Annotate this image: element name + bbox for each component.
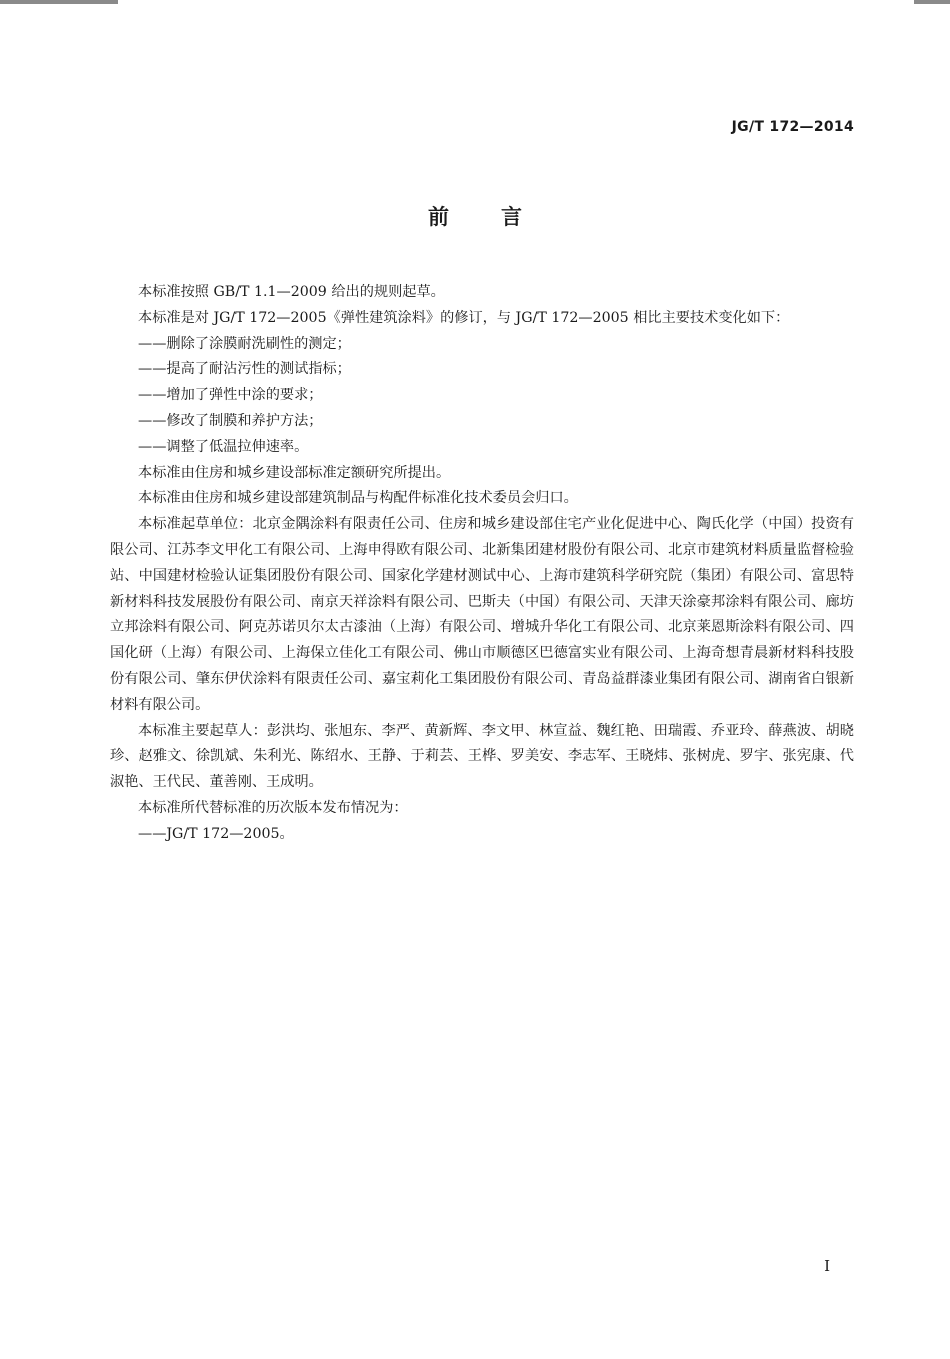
- paragraph-drafting-units: 本标准起草单位：北京金隅涂料有限责任公司、住房和城乡建设部住宅产业化促进中心、陶氏化学（中国）投资有限公司、江苏李文甲化工有限公司、上海申得欧有限公司、北新集团建材股份有限公司、北京市建筑材料质量监督检验站、中国建材检验认证集团股份有限公司、国家化学建材测试中心、上海市建筑科学研究院（集团）有限公司、富思特新材料科技发展股份有限公司、南京天祥涂料有限公司、巴斯夫（中国）有限公司、天津天涂豪邦涂料有限公司、廊坊立邦涂料有限公司、阿克苏诺贝尔太古漆油（上海）有限公司、增城升华化工有限公司、北京莱恩斯涂料有限公司、四国化研（上海）有限公司、上海保立佳化工有限公司、佛山市顺德区巴德富实业有限公司、上海奇想青晨新材料科技股份有限公司、肇东伊伏涂料有限责任公司、嘉宝莉化工集团股份有限公司、青岛益群漆业集团有限公司、湖南省白银新材料有限公司。: [110, 516, 854, 713]
- list-item-change-4: ——修改了制膜和养护方法；: [138, 412, 323, 429]
- scan-edge-mark-right: [914, 0, 950, 4]
- standard-code: JG/T 172—2014: [731, 119, 854, 135]
- list-item-change-2: ——提高了耐沾污性的测试指标；: [138, 361, 351, 378]
- foreword-body: [110, 280, 854, 848]
- page-title: 前言: [428, 205, 574, 229]
- paragraph-previous-editions: 本标准所代替标准的历次版本发布情况为：: [138, 799, 408, 816]
- list-item-change-3: ——增加了弹性中涂的要求；: [138, 387, 323, 404]
- paragraph-revision-note: 本标准是对 JG/T 172—2005《弹性建筑涂料》的修订，与 JG/T 172—2005 相比主要技术变化如下：: [138, 309, 790, 326]
- paragraph-administered-by: 本标准由住房和城乡建设部建筑制品与构配件标准化技术委员会归口。: [138, 490, 578, 507]
- page-number: I: [824, 1257, 830, 1275]
- list-item-change-1: ——删除了涂膜耐洗刷性的测定；: [138, 335, 351, 352]
- list-item-change-5: ——调整了低温拉伸速率。: [138, 438, 309, 455]
- scan-edge-mark-left: [0, 0, 118, 4]
- paragraph-drafters: 本标准主要起草人：彭洪均、张旭东、李严、黄新辉、李文甲、林宣益、魏红艳、田瑞霞、乔亚玲、薛燕波、胡晓珍、赵雅文、徐凯斌、朱利光、陈绍水、王静、于莉芸、王桦、罗美安、李志军、王晓炜、张树虎、罗宇、张宪康、代淑艳、王代民、董善刚、王成明。: [110, 722, 854, 791]
- list-item-previous-edition: ——JG/T 172—2005。: [138, 825, 294, 842]
- paragraph-proposed-by: 本标准由住房和城乡建设部标准定额研究所提出。: [138, 464, 451, 481]
- paragraph-drafting-rules: 本标准按照 GB/T 1.1—2009 给出的规则起草。: [138, 284, 445, 300]
